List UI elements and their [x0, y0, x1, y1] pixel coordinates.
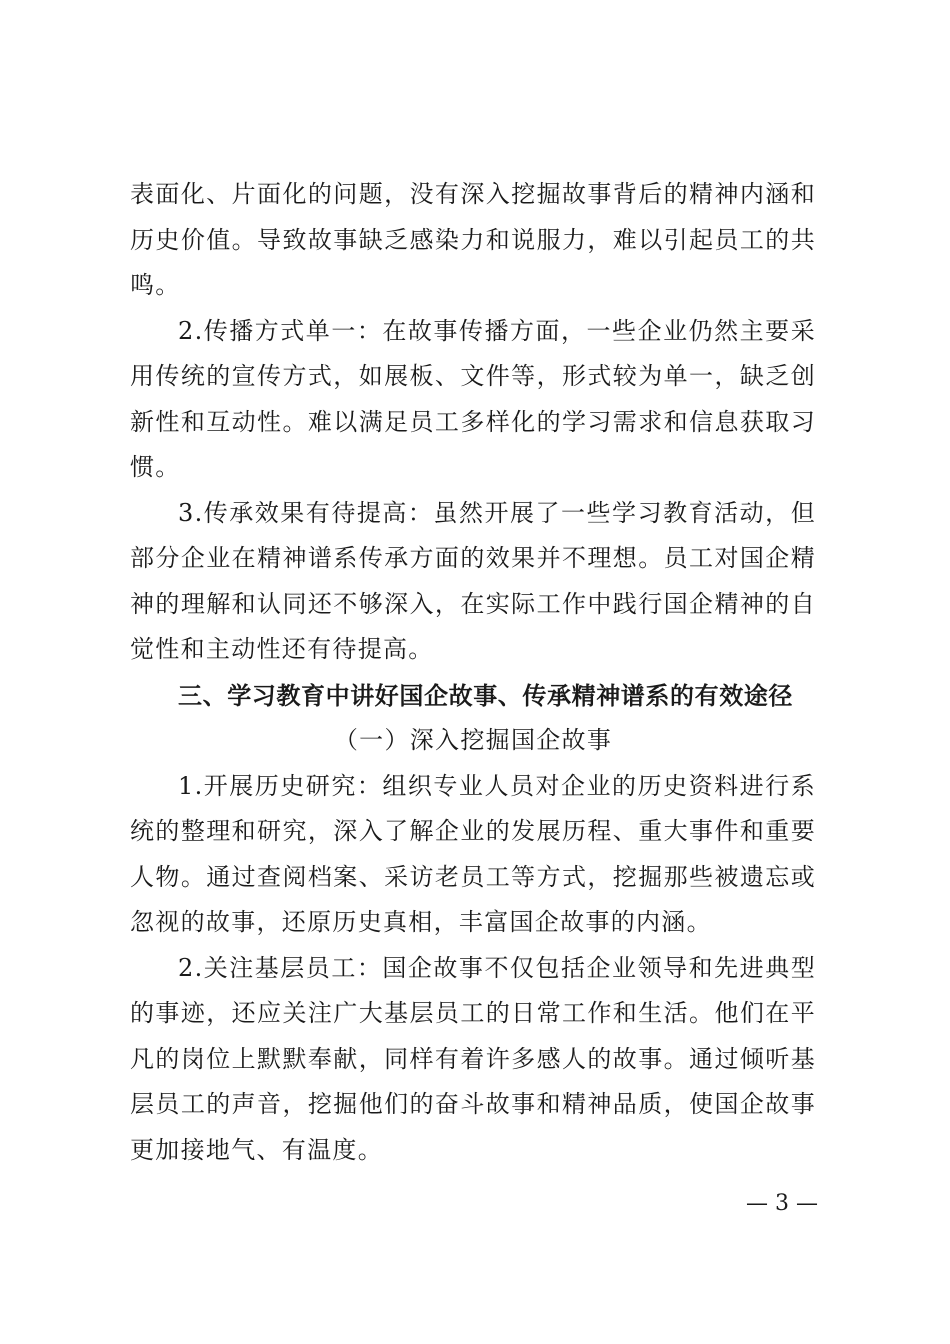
- paragraph-grassroots-staff: 2.关注基层员工：国企故事不仅包括企业领导和先进典型的事迹，还应关注广大基层员工的日常工作和生活。他们在平凡的岗位上默默奉献，同样有着许多感人的故事。通过倾听基层员工的声音，挖掘他们的奋斗故事和精神品质，使国企故事更加接地气、有温度。: [130, 953, 816, 1164]
- section-heading: 三、学习教育中讲好国企故事、传承精神谱系的有效途径: [178, 680, 793, 710]
- document-body: [130, 172, 816, 1173]
- subsection-heading: （一）深入挖掘国企故事: [333, 726, 613, 754]
- paragraph-communication-method: 2.传播方式单一：在故事传播方面，一些企业仍然主要采用传统的宣传方式，如展板、文件等，形式较为单一，缺乏创新性和互动性。难以满足员工多样化的学习需求和信息获取习惯。: [130, 316, 816, 481]
- paragraph-inheritance-effect: 3.传承效果有待提高：虽然开展了一些学习教育活动，但部分企业在精神谱系传承方面的效果并不理想。员工对国企精神的理解和认同还不够深入，在实际工作中践行国企精神的自觉性和主动性还有待提高。: [130, 498, 816, 663]
- paragraph-continuation: 表面化、片面化的问题，没有深入挖掘故事背后的精神内涵和历史价值。导致故事缺乏感染力和说服力，难以引起员工的共鸣。: [130, 180, 816, 299]
- page-number: — 3 —: [746, 1191, 818, 1216]
- paragraph-history-research: 1.开展历史研究：组织专业人员对企业的历史资料进行系统的整理和研究，深入了解企业的发展历程、重大事件和重要人物。通过查阅档案、采访老员工等方式，挖掘那些被遗忘或忽视的故事，还原历史真相，丰富国企故事的内涵。: [130, 771, 816, 936]
